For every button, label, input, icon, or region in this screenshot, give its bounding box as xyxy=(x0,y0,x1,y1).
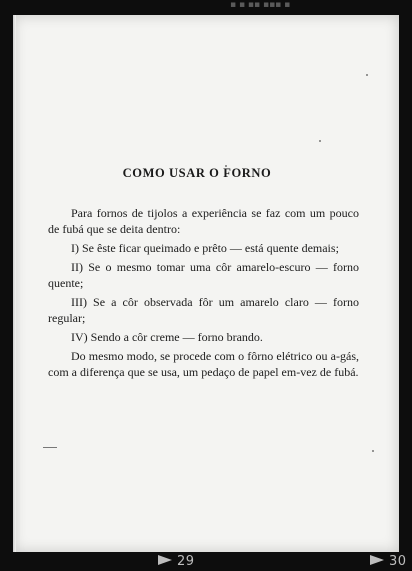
arrow-right-icon xyxy=(158,555,172,565)
page-edge-shadow xyxy=(13,15,16,552)
paragraph-item-2: II) Se o mesmo tomar uma côr amarelo-escuro — forno quente; xyxy=(48,259,359,290)
paragraph-item-1: I) Se êste ficar queimado e prêto — está quente demais; xyxy=(71,241,339,255)
paragraph-item-3: III) Se a côr observada fôr um amarelo claro — forno regular; xyxy=(48,294,359,325)
dust-speck xyxy=(372,450,374,452)
frame-number-right-text: 30 xyxy=(389,554,407,569)
dust-speck xyxy=(319,140,321,142)
arrow-right-icon xyxy=(370,555,384,565)
paragraph-item-4: IV) Sendo a côr creme — forno brando. xyxy=(71,329,263,344)
section-heading: COMO USAR O FORNO xyxy=(122,166,272,180)
film-edge-mark: ▪ ▪ ▪▪ ▪▪▪ ▪ xyxy=(230,0,291,10)
dust-speck xyxy=(366,74,368,76)
book-page xyxy=(13,15,399,552)
body-text xyxy=(48,205,359,383)
frame-number-left-text: 29 xyxy=(177,554,195,569)
frame-number-right xyxy=(370,554,407,569)
frame-number-left xyxy=(158,554,195,569)
paragraph-closing: Do mesmo modo, se procede com o fôrno elétrico ou a-gás, com a diferença que se usa, um pedaço de papel em-vez de fubá. xyxy=(48,348,359,379)
paragraph-intro: Para fornos de tijolos a experiência se faz com um pouco de fubá que se deita dentro: xyxy=(48,206,359,237)
dust-mark xyxy=(43,447,57,448)
